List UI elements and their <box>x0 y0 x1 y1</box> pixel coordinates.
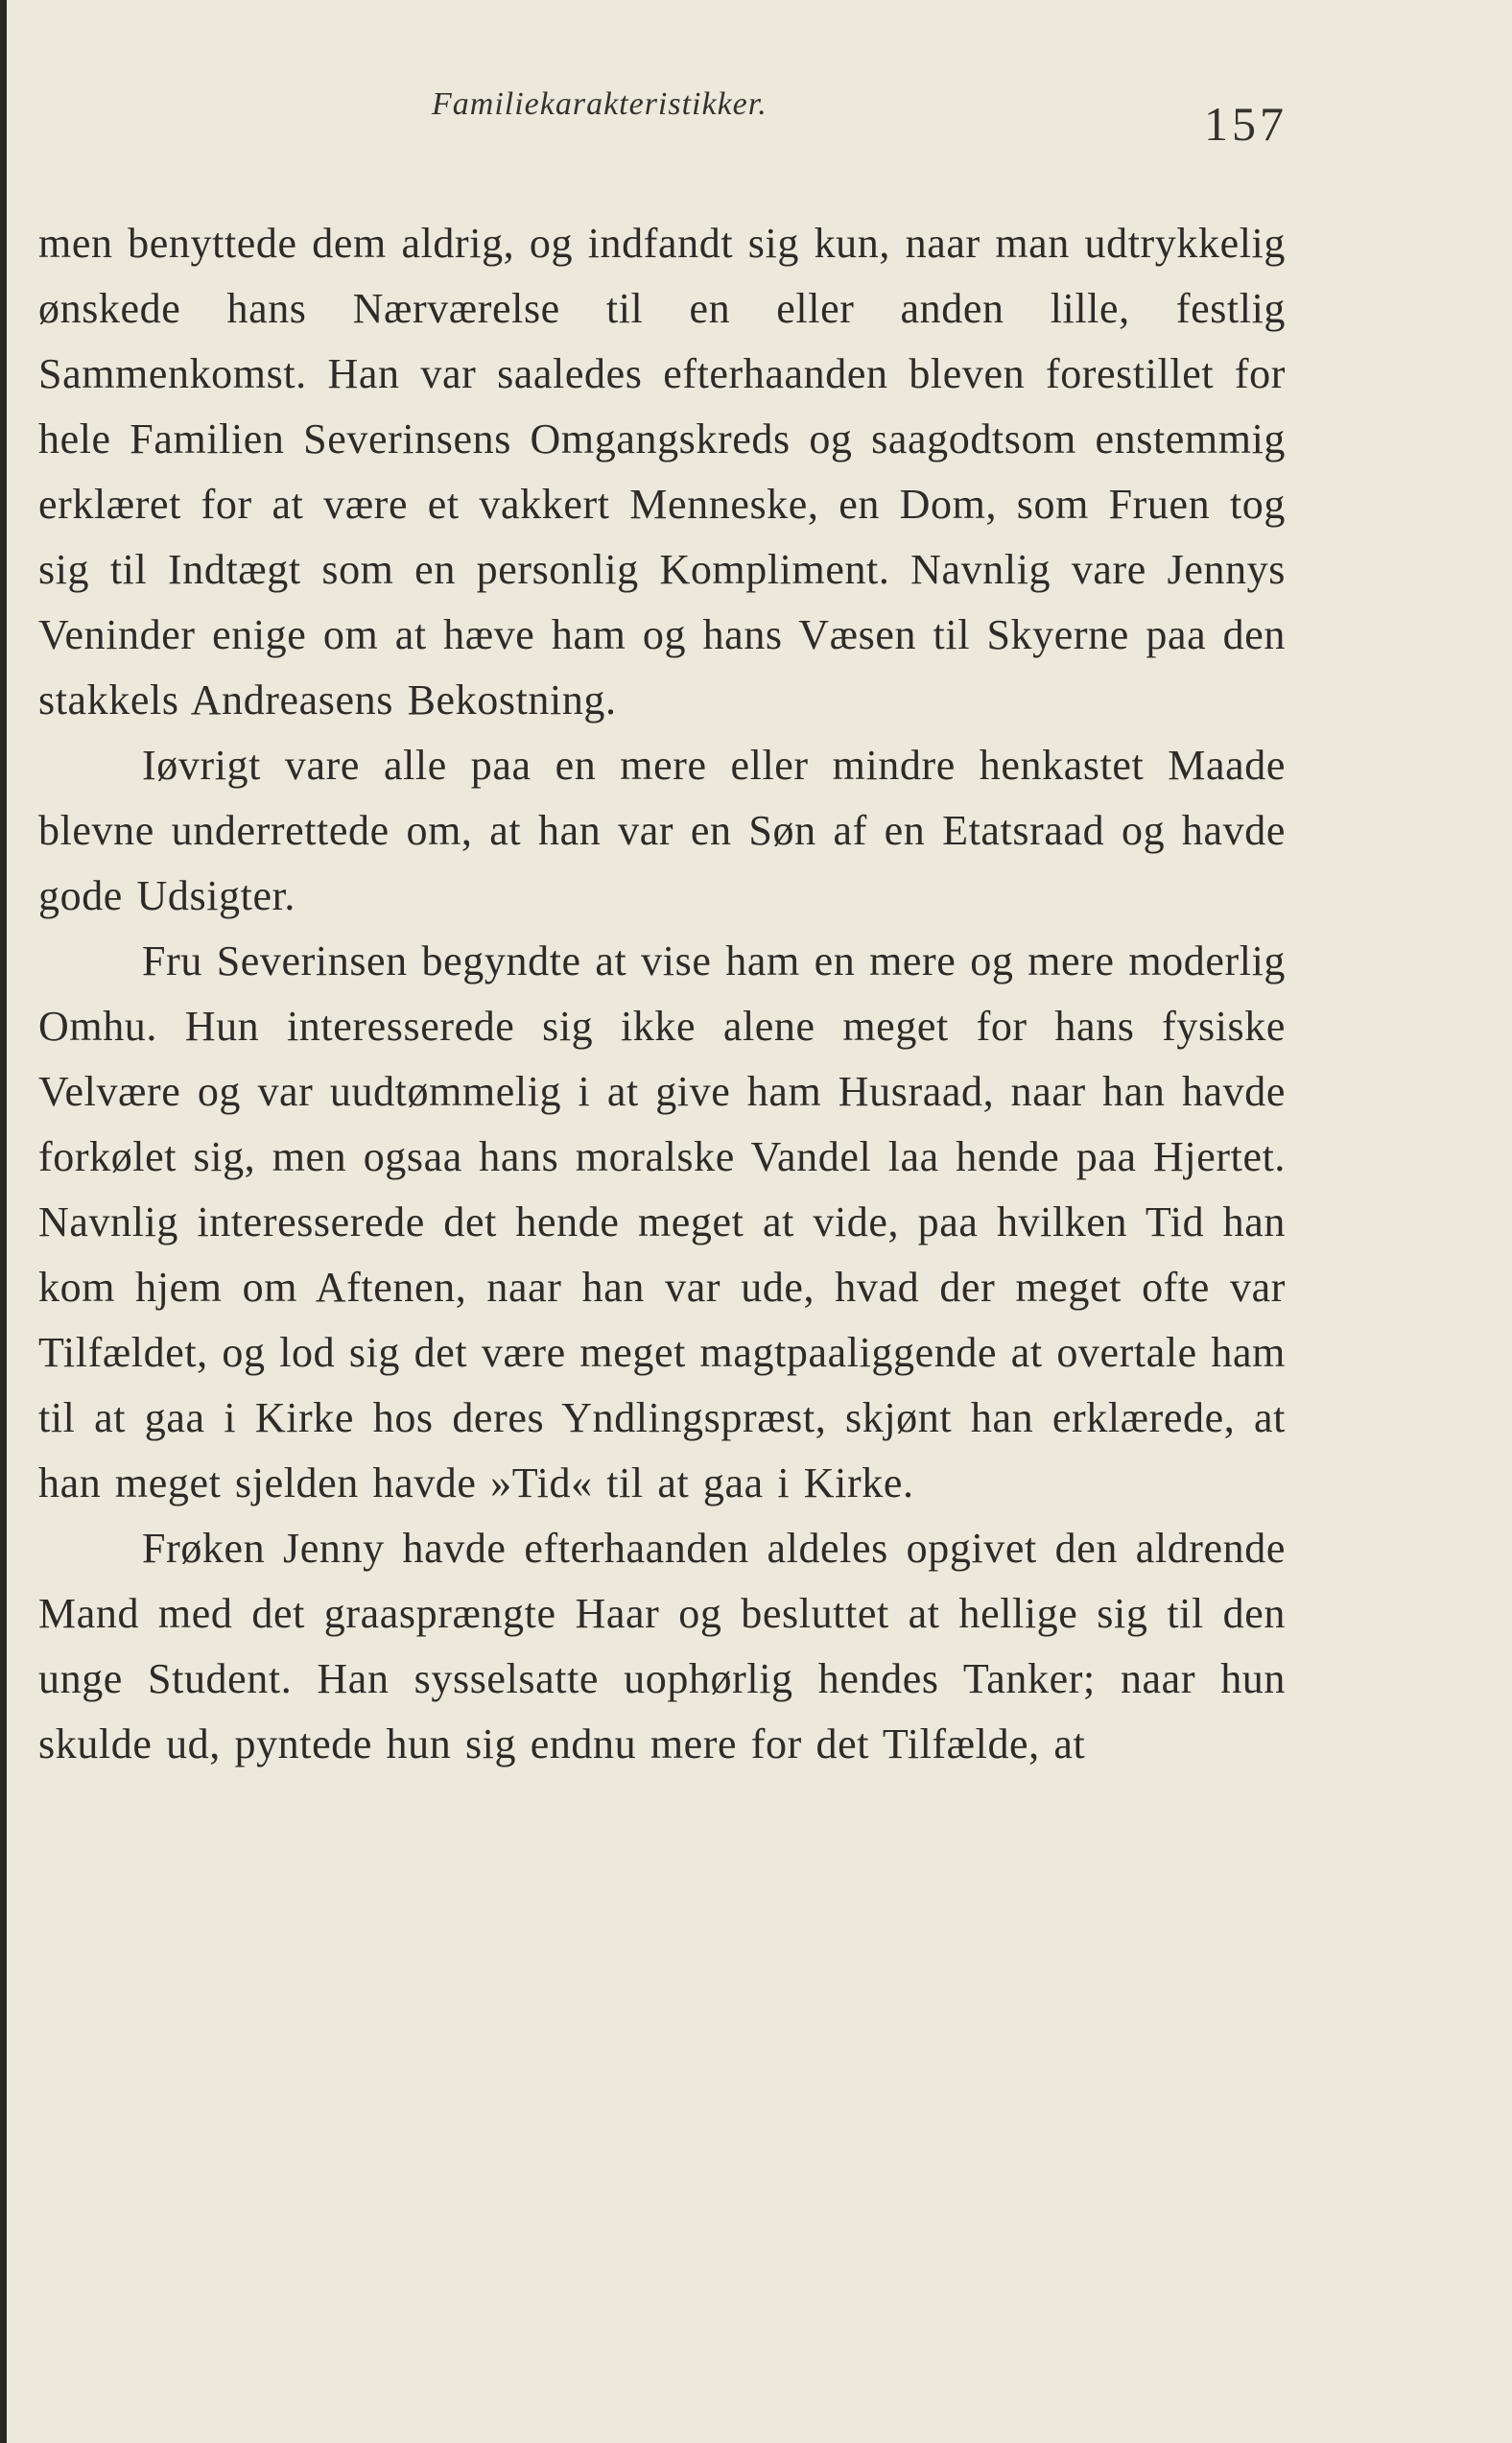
paragraph: Fru Severinsen begyndte at vise ham en mere og mere moderlig Omhu. Hun interesserede sig ikke alene meget for hans fysiske Velvære og var uudtømmelig i at give ham Husraad, naar han havde forkølet sig, men ogsaa hans moralske Vandel laa hende paa Hjertet. Navnlig interesserede det hende meget at vide, paa hvilken Tid han kom hjem om Aftenen, naar han var ude, hvad der meget ofte var Tilfældet, og lod sig det være meget magtpaaliggende at overtale ham til at gaa i Kirke hos deres Yndlingspræst, skjønt han erklærede, at han meget sjelden havde »Tid« til at gaa i Kirke. <box>38 937 1286 1506</box>
running-title: Familiekarakteristikker. <box>432 86 768 122</box>
paragraph: Iøvrigt vare alle paa en mere eller mindre henkastet Maade blevne underrettede om, at han var en Søn af en Etatsraad og havde gode Udsigter. <box>38 742 1286 919</box>
body-text <box>38 211 1286 1777</box>
page-number: 157 <box>1204 97 1288 151</box>
paragraph: men benyttede dem aldrig, og indfandt sig kun, naar man udtrykkelig ønskede hans Nærværelse til en eller anden lille, festlig Sammenkomst. Han var saaledes efterhaanden bleven forestillet for hele Familien Severinsens Omgangskreds og saagodtsom enstemmig erklæret for at være et vakkert Menneske, en Dom, som Fruen tog sig til Indtægt som en personlig Kompliment. Navnlig vare Jennys Veninder enige om at hæve ham og hans Væsen til Skyerne paa den stakkels Andreasens Bekostning. <box>38 220 1286 723</box>
paragraph: Frøken Jenny havde efterhaanden aldeles opgivet den aldrende Mand med det graasprængte Haar og besluttet at hellige sig til den unge Student. Han sysselsatte uophørlig hendes Tanker; naar hun skulde ud, pyntede hun sig endnu mere for det Tilfælde, at <box>38 1525 1286 1767</box>
